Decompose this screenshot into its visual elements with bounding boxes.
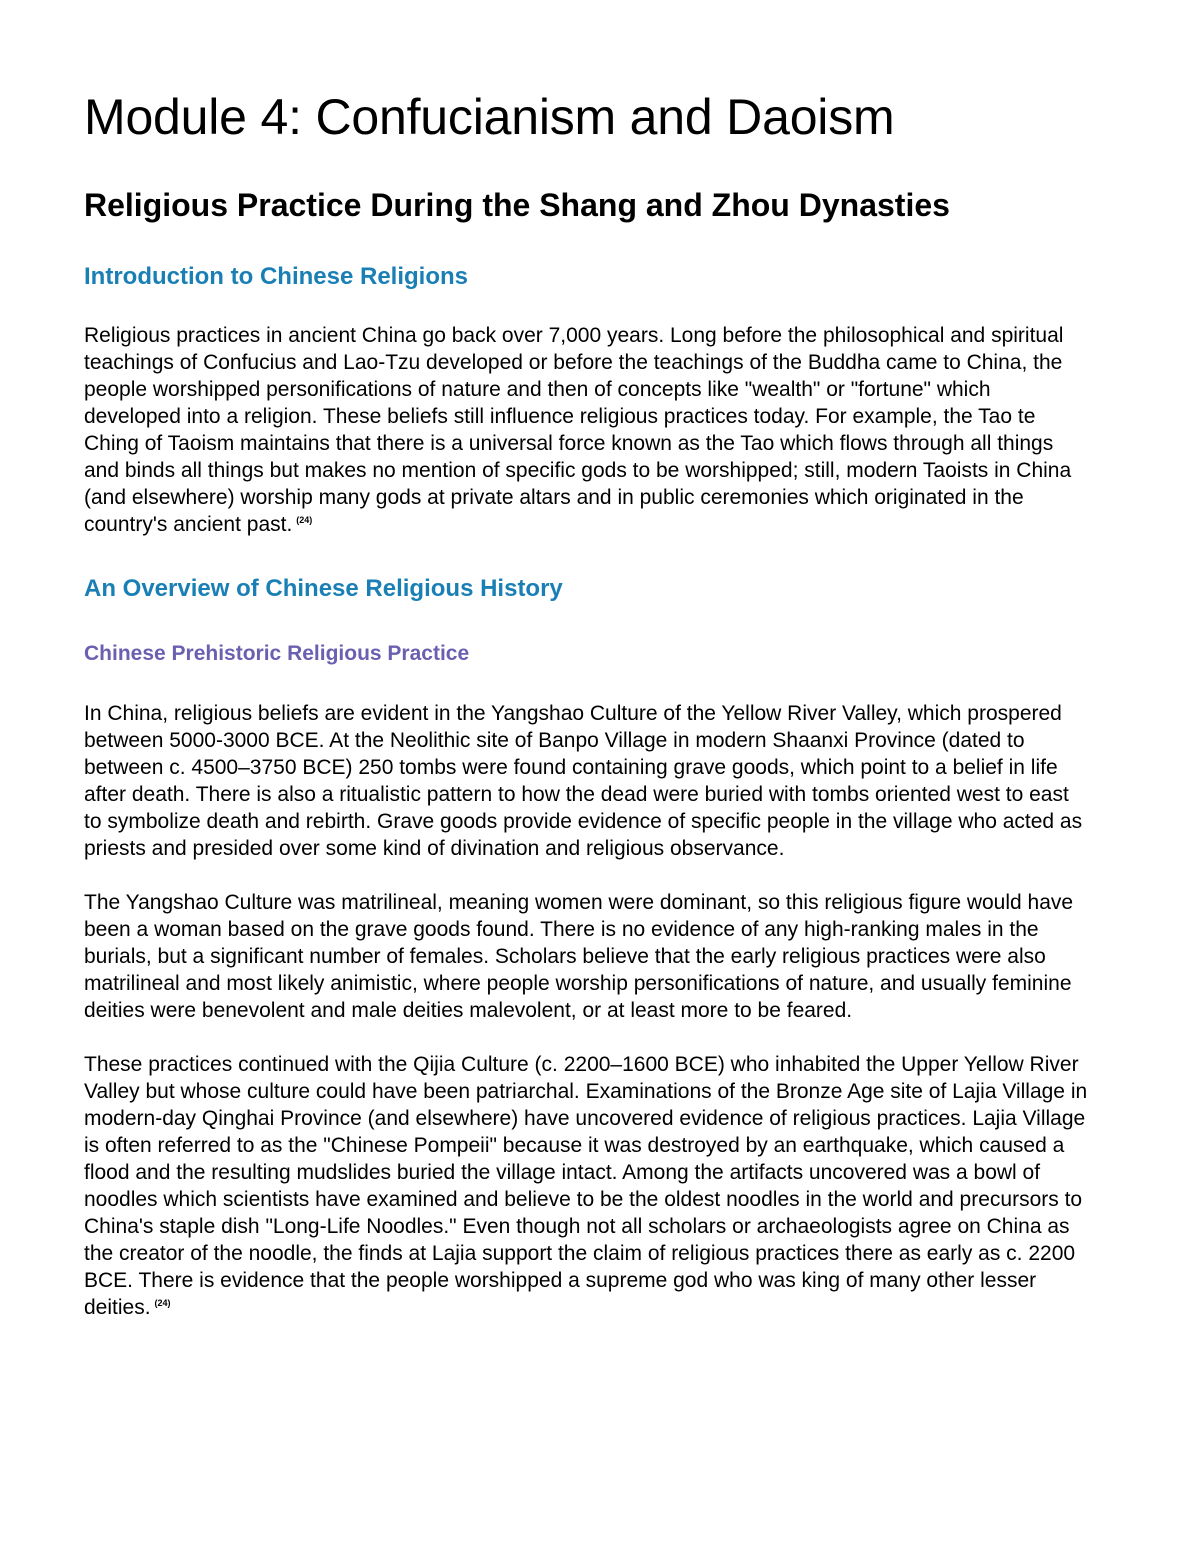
section-title: Religious Practice During the Shang and Zhou Dynasties bbox=[84, 187, 950, 223]
paragraph-yangshao: In China, religious beliefs are evident in the Yangshao Culture of the Yellow River Valley, which prospered between 5000-3000 BCE. At the Neolithic site of Banpo Village in modern Shaanxi Province (dated to between c. 4500–3750 BCE) 250 tombs were found containing grave goods, which point to a belief in life after death. There is also a ritualistic pattern to how the dead were buried with tombs oriented west to east to symbolize death and rebirth. Grave goods provide evidence of specific people in the village who acted as priests and presided over some kind of divination and religious observance. bbox=[84, 702, 1083, 860]
qijia-citation: (24) bbox=[154, 1298, 171, 1308]
intro-paragraph bbox=[84, 322, 1092, 538]
intro-citation: (24) bbox=[296, 515, 313, 525]
intro-heading: Introduction to Chinese Religions bbox=[84, 263, 468, 290]
paragraph-qijia bbox=[84, 1051, 1092, 1321]
paragraph-matrilineal: The Yangshao Culture was matrilineal, meaning women were dominant, so this religious figure would have been a woman based on the grave goods found. There is no evidence of any high-ranking males in the burials, but a significant number of females. Scholars believe that the early religious practices were also matrilineal and most likely animistic, where people worship personifications of nature, and usually feminine deities were benevolent and male deities malevolent, or at least more to be feared. bbox=[84, 891, 1074, 1022]
overview-heading: An Overview of Chinese Religious History bbox=[84, 575, 563, 602]
module-title: Module 4: Confucianism and Daoism bbox=[84, 89, 895, 145]
intro-paragraph-text: Religious practices in ancient China go back over 7,000 years. Long before the philosophical and spiritual teachings of Confucius and Lao-Tzu developed or before the teachings of the Buddha came to China, the people worshipped personifications of nature and then of concepts like "wealth" or "fortune" which developed into a religion. These beliefs still influence religious practices today. For example, the Tao te Ching of Taoism maintains that there is a universal force known as the Tao which flows through all things and binds all things but makes no mention of specific gods to be worshipped; still, modern Taoists in China (and elsewhere) worship many gods at private altars and in public ceremonies which originated in the country's ancient past. bbox=[84, 324, 1072, 536]
paragraph-qijia-text: These practices continued with the Qijia Culture (c. 2200–1600 BCE) who inhabited the Upper Yellow River Valley but whose culture could have been patriarchal. Examinations of the Bronze Age site of Lajia Village in modern-day Qinghai Province (and elsewhere) have uncovered evidence of religious practices. Lajia Village is often referred to as the "Chinese Pompeii" because it was destroyed by an earthquake, which caused a flood and the resulting mudslides buried the village intact. Among the artifacts uncovered was a bowl of noodles which scientists have examined and believe to be the oldest noodles in the world and precursors to China's staple dish "Long-Life Noodles." Even though not all scholars or archaeologists agree on China as the creator of the noodle, the finds at Lajia support the claim of religious practices there as early as c. 2200 BCE. There is evidence that the people worshipped a supreme god who was king of many other lesser deities. bbox=[84, 1053, 1088, 1319]
prehistoric-heading: Chinese Prehistoric Religious Practice bbox=[84, 642, 470, 665]
